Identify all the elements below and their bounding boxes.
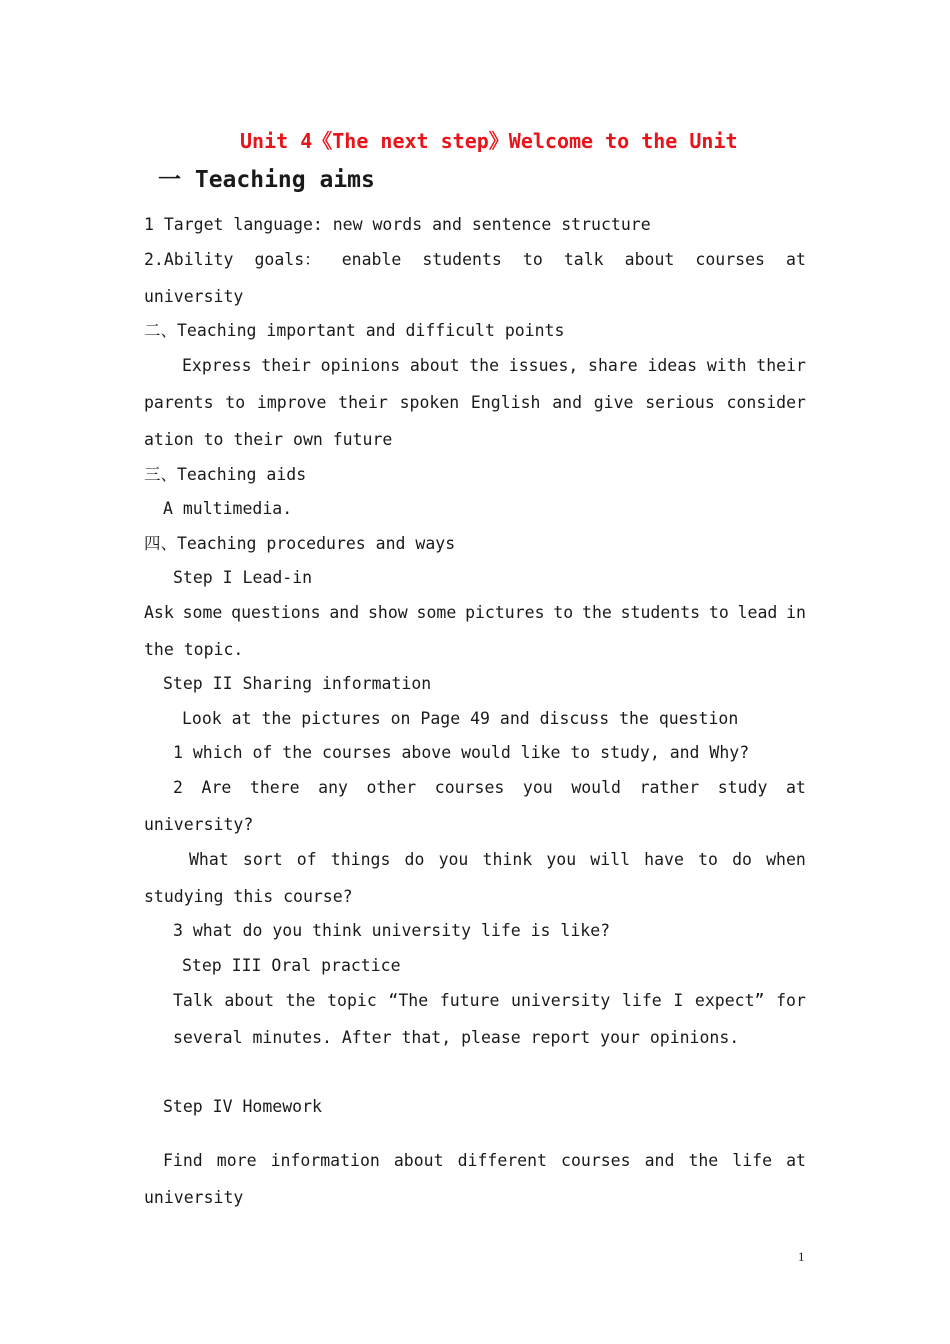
ability-goals-cont: university [144,287,244,306]
word: more [216,1151,257,1170]
step-1-line-2: the topic. [144,640,244,659]
word: Ask [144,603,174,622]
word: with [706,356,747,375]
word: their [261,356,311,375]
word: you [546,850,577,869]
step-3-line-1 [173,991,806,1011]
word: Express [182,356,252,375]
step-1-heading: Step I Lead-in [173,568,313,587]
word: Talk [173,991,213,1010]
word: at [786,778,806,797]
word: and [644,1151,675,1170]
word: to [698,850,718,869]
word: things [330,850,391,869]
word: give [593,393,634,412]
word: the [582,603,612,622]
word: 2 [173,778,183,797]
word: and [329,603,360,622]
word: expect” [694,991,765,1010]
express-line-3: ation to their own future [144,430,393,449]
word: you [522,778,553,797]
word: students [620,603,701,622]
document-title: Unit 4《The next step》Welcome to the Unit [240,129,738,153]
word: to [225,393,246,412]
express-line-2 [144,393,806,413]
word: at [786,1151,806,1170]
word: when [766,850,806,869]
word: think [482,850,533,869]
section-heading-procedures: 四、Teaching procedures and ways [144,534,456,553]
word: “The [388,991,429,1010]
word: and [552,393,583,412]
word: to [522,250,543,269]
word: study [717,778,768,797]
word: about [624,250,675,269]
question-2-line-1 [173,778,806,798]
word: courses [561,1151,631,1170]
word: some [416,603,457,622]
step-3-line-2: several minutes. After that, please report your opinions. [173,1028,740,1047]
word: there [249,778,300,797]
word: would [571,778,621,797]
page-number: 1 [798,1249,805,1264]
word: information [270,1151,380,1170]
word: enable [341,250,402,269]
word: Find [163,1151,203,1170]
step-4-heading: Step IV Homework [163,1097,322,1116]
word: will [590,850,631,869]
word: do [404,850,425,869]
step-1-line-1 [144,603,806,623]
word: students [422,250,502,269]
word: questions [231,603,321,622]
step-3-heading: Step III Oral practice [182,956,401,975]
word: to [708,603,729,622]
word: to [553,603,574,622]
express-line-1 [182,356,806,376]
question-1: 1 which of the courses above would like to study, and Why? [173,743,750,762]
word: goals： [254,250,321,269]
word: university [511,991,611,1010]
word: topic [327,991,377,1010]
word: ideas [647,356,698,375]
step-2-heading: Step II Sharing information [163,674,432,693]
word: do [732,850,752,869]
question-2-line-2: university? [144,815,254,834]
section-heading-points: 二、Teaching important and difficult points [144,321,565,340]
word: life [732,1151,773,1170]
word: issues, [508,356,579,375]
word: about [224,991,275,1010]
section-heading-teaching-aims: 一 Teaching aims [158,167,375,193]
word: 2.Ability [144,250,234,269]
word: about [409,356,460,375]
question-2b-line-2: studying this course? [144,887,353,906]
step-2-look: Look at the pictures on Page 49 and discuss the question [182,709,739,728]
word: opinions [320,356,401,375]
section-heading-aids: 三、Teaching aids [144,465,307,484]
word: show [367,603,408,622]
target-language: 1 Target language: new words and sentence structure [144,215,651,234]
word: some [182,603,223,622]
question-3: 3 what do you think university life is like? [173,921,611,940]
word: the [469,356,500,375]
word: the [285,991,316,1010]
word: have [644,850,684,869]
word: about [393,1151,444,1170]
word: English [470,393,541,412]
word: future [439,991,500,1010]
word: their [338,393,388,412]
word: lead [737,603,778,622]
word: their [756,356,806,375]
word: other [366,778,417,797]
question-2b-line-1 [189,850,806,870]
word: Are [201,778,232,797]
word: for [776,991,806,1010]
word: at [786,250,806,269]
word: What [189,850,229,869]
ability-goals-line [144,250,806,270]
word: parents [144,393,214,412]
word: I [673,991,684,1010]
word: improve [256,393,327,412]
homework-line-2: university [144,1188,244,1207]
word: any [318,778,348,797]
word: share [588,356,638,375]
word: in [786,603,806,622]
word: of [296,850,317,869]
aids-text: A multimedia. [163,499,293,518]
word: spoken [399,393,460,412]
word: courses [434,778,505,797]
word: consider [726,393,806,412]
word: you [438,850,469,869]
word: serious [645,393,715,412]
word: rather [639,778,700,797]
word: life [621,991,662,1010]
word: pictures [465,603,545,622]
word: the [688,1151,719,1170]
word: talk [563,250,604,269]
homework-line-1 [163,1151,806,1171]
word: sort [242,850,283,869]
word: courses [695,250,765,269]
word: different [457,1151,547,1170]
